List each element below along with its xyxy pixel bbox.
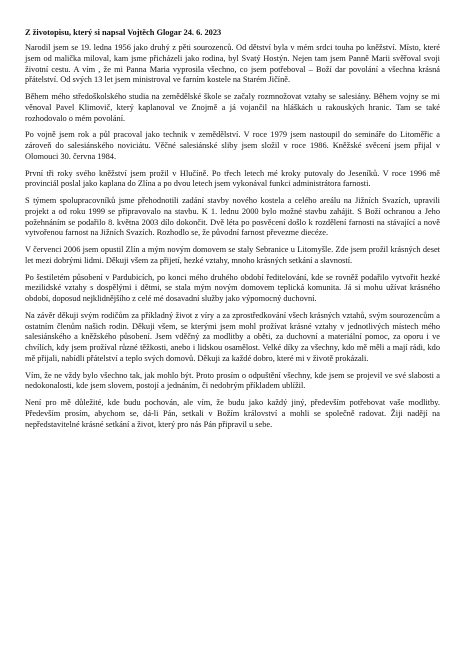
paragraph-early-priesthood: První tři roky svého kněžství jsem prožil v Hlučíně. Po třech letech mé kroky putovaly do Jeseníků. V roce 1996 mě provinciál poslal jako kaplana do Zlína a po dvou letech jsem vykonával funkci administrátora farnosti. (25, 168, 440, 189)
paragraph-pardubice-teplice: Po šestiletém působení v Pardubicích, po konci mého druhého období ředitelování, kde se rovněž podařilo vytvořit hezké mezilidské vztahy s dospělými i dětmi, se stala mým novým domovem teplická komunita. Já si mohu užívat krásného období, doposud nejklidnějšího z celé mé dosavadní služby jako výpomocný duchovní. (25, 272, 440, 303)
paragraph-childhood: Narodil jsem se 19. ledna 1956 jako druhý z pěti sourozenců. Od dětství byla v mém srdci touha po kněžství. Místo, které jsem od malička miloval, kam jsme přicházeli jako rodina, byl Svatý Hostýn. Nejen tam jsem Panně Marii svěřoval svoji životní cestu. A vím , že mi Panna Maria vyprosila všechno, co jsem potřeboval – Boží dar povolání a všechna krásná přátelství. Od svých 13 let jsem ministroval ve farním kostele na Starém Jičíně. (25, 43, 440, 85)
paragraph-church-construction: S týmem spolupracovníků jsme přehodnotili zadání stavby nového kostela a celého areálu na Jižních Svazích, upravili projekt a od roku 1999 se připravovalo na stavbu. K 1. lednu 2000 bylo možné stavbu zahájit. S Boží ochranou a Jeho požehnáním se podařilo 8. května 2003 dílo dokončit. Dvě léta po posvěcení došlo k rozdělení farnosti na stávající a nově vytvořenou farnost na Jižních Svazích. Rozhodlo se, že původní farnost převezme diecéze. (25, 196, 440, 238)
document-title: Z životopisu, který si napsal Vojtěch Glogar 24. 6. 2023 (25, 28, 222, 37)
paragraph-thanks: Na závěr děkuji svým rodičům za příkladný život z víry a za zprostředkování všech krásných vztahů, svým sourozencům a ostatním členům našich rodin. Děkuji všem, se kterými jsem mohl prožívat krásné vztahy v jednotlivých místech mého salesiánského a kněžského působení. Jsem vděčný za modlitby a oběti, za duchovní a materiální pomoc, za oporu i ve chvílích, kdy jsem prožíval různé těžkosti, anebo i lidskou osamělost. Velké díky za všechny, kdo mě měli a mají rádi, kdo mě přijali, nabídli přátelství a teplo svých domovů. Děkuji za každé dobro, které mi v životě prokázali. (25, 310, 440, 363)
paragraph-closing: Není pro mě důležité, kde budu pochován, ale vím, že budu jako každý jiný, především potřebovat vaše modlitby. Především prosím, abychom se, dá-li Pán, setkali v Božím království a mohli se společně radovat. Žiji nadějí na nepředstavitelné krásné setkání a život, který pro nás Pán připravil u sebe. (25, 398, 440, 429)
paragraph-forgiveness: Vím, že ne vždy bylo všechno tak, jak mohlo být. Proto prosím o odpuštění všechny, kde jsem se projevil ve své slabosti a nedokonalosti, kde jsem slovem, postojí a jednáním, či nedobrým příkladem ublížil. (25, 370, 440, 391)
paragraph-sebranice: V červenci 2006 jsem opustil Zlín a mým novým domovem se staly Sebranice u Litomyšle. Zde jsem prožil krásných deset let mezi dobrými lidmi. Děkuji všem za přijetí, hezké vztahy, mnoho krásných setkání a slavností. (25, 245, 440, 265)
paragraph-seminary: Po vojně jsem rok a půl pracoval jako technik v zemědělství. V roce 1979 jsem nastoupil do semináře do Litoměřic a zároveň do salesiánského noviciátu. Věčné salesiánské sliby jsem složil v roce 1986. Kněžské svěcení jsem přijal v Olomouci 30. června 1984. (25, 130, 440, 161)
paragraph-school-and-army: Během mého středoškolského studia na zemědělské škole se začaly rozmnožovat vztahy se salesiány. Během vojny se mi věnoval Pavel Klimovič, který kaplanoval ve Znojmě a já vojančil na hláškách u rakouských hranic. Tam se také rozhodovalo o mém povolání. (25, 92, 440, 123)
